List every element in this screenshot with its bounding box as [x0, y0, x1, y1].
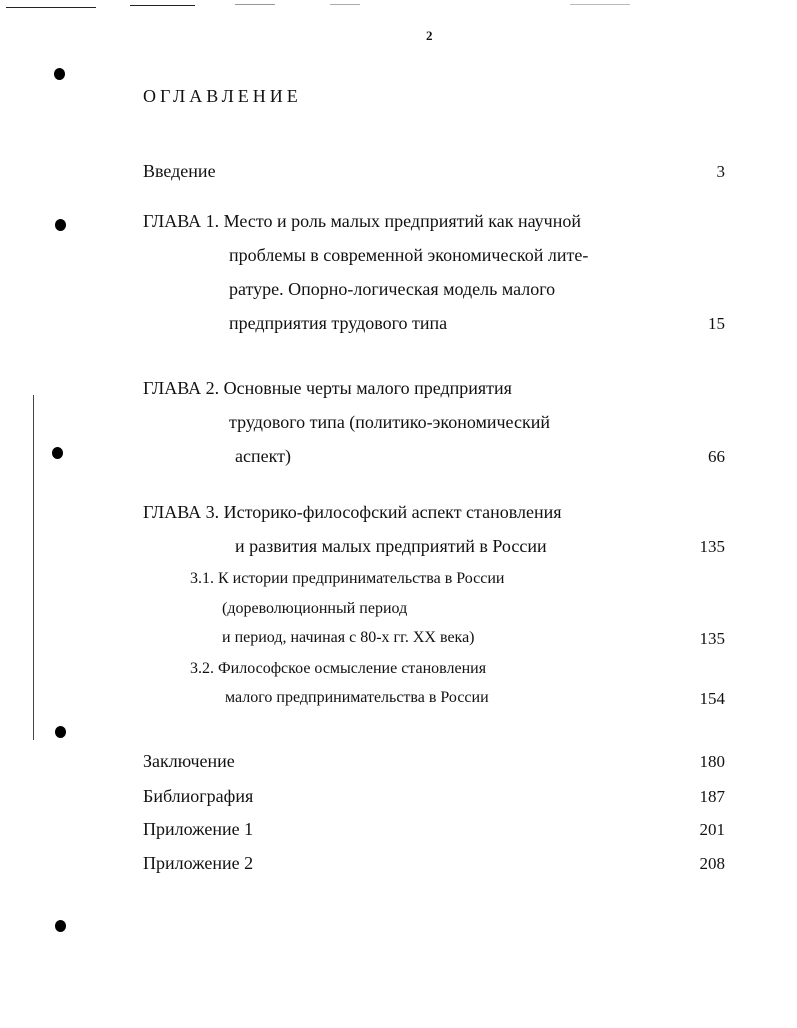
toc-page-section-3-1: 135: [699, 629, 725, 648]
toc-page-appendix-1: 201: [699, 820, 725, 839]
toc-entry-chapter-1-line: ратуре. Опорно-логическая модель малого: [229, 279, 556, 299]
toc-page-chapter-2: 66: [708, 447, 725, 466]
toc-entry-chapter-2-line: ГЛАВА 2. Основные черты малого предприятия: [143, 378, 512, 398]
margin-line: [33, 395, 34, 740]
scan-artifact-line: [570, 4, 630, 5]
scan-artifact-line: [130, 5, 195, 6]
punch-hole-mark: [55, 219, 66, 231]
toc-entry-section-3-1-line: (дореволюционный период: [222, 600, 408, 617]
toc-entry-section-3-1-line: 3.1. К истории предпринимательства в России: [190, 570, 505, 587]
punch-hole-mark: [54, 68, 65, 80]
toc-entry-chapter-2-line: трудового типа (политико-экономический: [229, 412, 550, 432]
toc-title: ОГЛАВЛЕНИЕ: [143, 86, 302, 106]
toc-entry-section-3-2-line: малого предпринимательства в России: [225, 689, 489, 706]
punch-hole-mark: [52, 447, 63, 459]
toc-entry-chapter-1-line: предприятия трудового типа: [229, 313, 448, 333]
toc-entry-chapter-3-line: и развития малых предприятий в России: [235, 536, 547, 556]
toc-entry-chapter-1-line: проблемы в современной экономической лите-: [229, 245, 589, 265]
scan-artifact-line: [330, 4, 360, 5]
toc-entry-appendix-1: Приложение 1: [143, 819, 254, 839]
toc-page-chapter-1: 15: [708, 314, 725, 333]
toc-entry-chapter-2-line: аспект): [235, 446, 291, 466]
toc-page-conclusion: 180: [699, 752, 725, 771]
toc-entry-intro: Введение: [143, 161, 216, 181]
toc-entry-section-3-1-line: и период, начиная с 80-х гг. XX века): [222, 629, 475, 646]
toc-page-section-3-2: 154: [699, 689, 725, 708]
punch-hole-mark: [55, 726, 66, 738]
toc-page-bibliography: 187: [699, 787, 725, 806]
toc-entry-conclusion: Заключение: [143, 751, 235, 771]
scan-artifact-line: [235, 4, 275, 5]
scan-artifact-line: [6, 7, 96, 8]
toc-entry-chapter-1-line: ГЛАВА 1. Место и роль малых предприятий как научной: [143, 211, 581, 231]
toc-entry-appendix-2: Приложение 2: [143, 853, 254, 873]
toc-entry-chapter-3-line: ГЛАВА 3. Историко-философский аспект становления: [143, 502, 562, 522]
toc-entry-section-3-2-line: 3.2. Философское осмысление становления: [190, 660, 487, 677]
toc-page-intro: 3: [716, 162, 725, 181]
toc-entry-bibliography: Библиография: [143, 786, 254, 806]
toc-page-appendix-2: 208: [699, 854, 725, 873]
toc-page-chapter-3: 135: [699, 537, 725, 556]
page-number: 2: [426, 28, 433, 43]
punch-hole-mark: [55, 920, 66, 932]
